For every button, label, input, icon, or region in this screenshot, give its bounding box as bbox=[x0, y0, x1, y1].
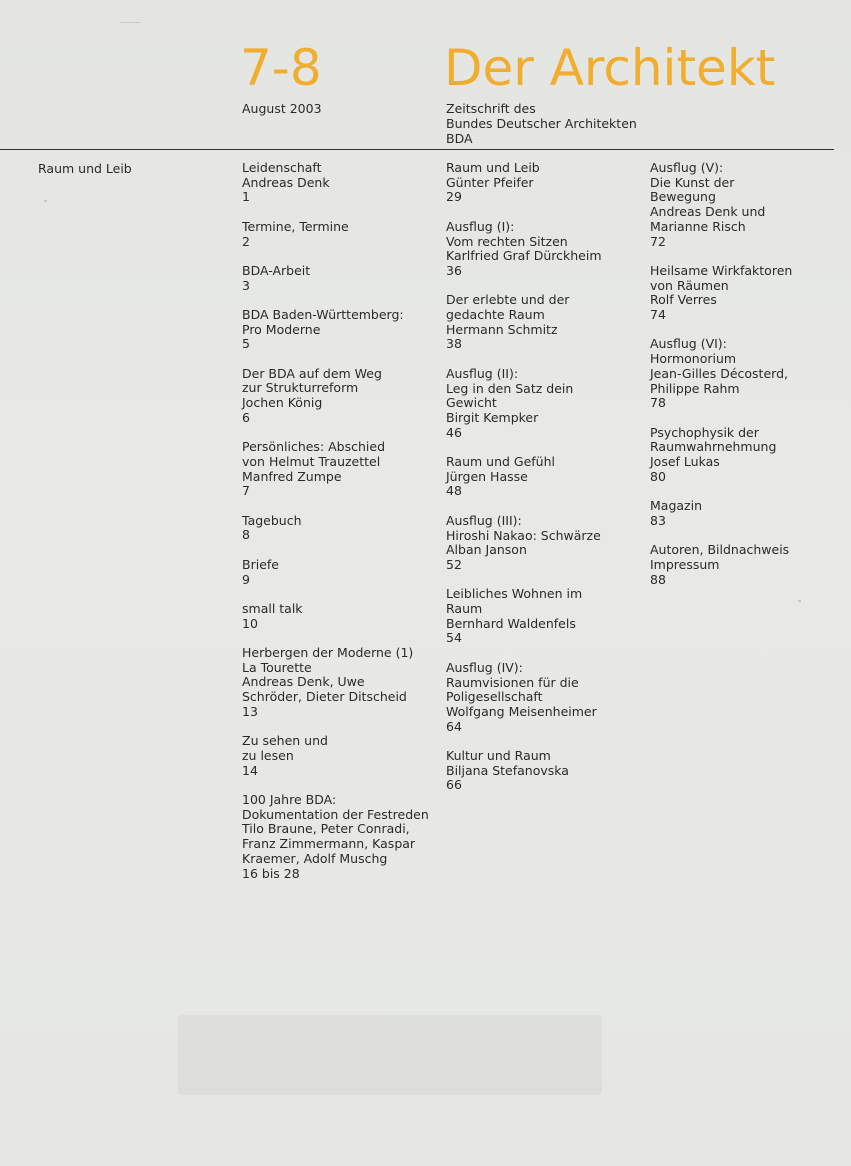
toc-page-number: 29 bbox=[446, 189, 462, 205]
toc-entry-text: Alban Janson bbox=[446, 542, 527, 558]
toc-entry-text: Raumwahrnehmung bbox=[650, 439, 777, 455]
toc-entry-text: Dokumentation der Festreden bbox=[242, 806, 429, 822]
toc-entry-text: small talk bbox=[242, 600, 303, 616]
toc-entry-text: Jürgen Hasse bbox=[446, 468, 528, 484]
toc-entry-text: Zu sehen und bbox=[242, 733, 328, 749]
toc-entry-text: Hiroshi Nakao: Schwärze bbox=[446, 527, 601, 543]
toc-entry bbox=[242, 602, 442, 631]
header-divider bbox=[0, 149, 834, 150]
toc-entry bbox=[242, 793, 442, 881]
subtitle-line: Zeitschrift des bbox=[446, 101, 536, 116]
magazine-subtitle bbox=[446, 101, 637, 146]
toc-page-number: 6 bbox=[242, 409, 250, 425]
toc-entry-text: Manfred Zumpe bbox=[242, 468, 342, 484]
toc-entry-text: Raumvisionen für die bbox=[446, 674, 579, 690]
toc-page-number: 38 bbox=[446, 336, 462, 352]
faint-background-imprint bbox=[178, 1015, 602, 1095]
paper-speck bbox=[120, 22, 140, 23]
toc-entry-text: gedachte Raum bbox=[446, 307, 545, 322]
toc-entry bbox=[446, 587, 646, 646]
toc-entry bbox=[650, 264, 850, 323]
toc-entry-text: Persönliches: Abschied bbox=[242, 439, 386, 455]
toc-entry-text: Der BDA auf dem Weg bbox=[242, 365, 382, 381]
toc-entry bbox=[242, 514, 442, 543]
toc-entry-text: Bewegung bbox=[650, 189, 716, 205]
toc-entry bbox=[446, 367, 646, 441]
toc-entry-text: Hermann Schmitz bbox=[446, 321, 558, 337]
issue-date: August 2003 bbox=[242, 101, 322, 116]
toc-entry-text: Josef Lukas bbox=[650, 454, 720, 470]
toc-page-number: 36 bbox=[446, 262, 462, 278]
toc-entry bbox=[242, 440, 442, 499]
toc-entry-text: Franz Zimmermann, Kaspar bbox=[242, 836, 416, 852]
toc-page-number: 66 bbox=[446, 777, 462, 793]
toc-entry-text: Magazin bbox=[650, 498, 702, 514]
toc-page-number: 72 bbox=[650, 233, 666, 249]
toc-entry-text: Bernhard Waldenfels bbox=[446, 615, 576, 631]
toc-entry bbox=[242, 734, 442, 778]
toc-entry-text: La Tourette bbox=[242, 659, 312, 675]
toc-entry bbox=[242, 161, 442, 205]
toc-page-number: 64 bbox=[446, 718, 462, 734]
toc-entry-text: Die Kunst der bbox=[650, 174, 735, 190]
toc-page-number: 13 bbox=[242, 703, 258, 719]
toc-entry-text: Andreas Denk bbox=[242, 174, 330, 190]
toc-entry-text: Ausflug (V): bbox=[650, 160, 724, 175]
toc-entry-text: Marianne Risch bbox=[650, 218, 746, 234]
toc-entry-text: Gewicht bbox=[446, 395, 497, 411]
toc-entry bbox=[446, 161, 646, 205]
toc-column-1 bbox=[242, 161, 442, 896]
toc-entry-text: Raum bbox=[446, 601, 483, 616]
toc-entry-text: Jochen König bbox=[242, 395, 323, 411]
toc-entry-text: Philippe Rahm bbox=[650, 380, 740, 396]
toc-entry-text: Kraemer, Adolf Muschg bbox=[242, 850, 388, 866]
toc-page-number: 3 bbox=[242, 277, 250, 293]
toc-page-number: 54 bbox=[446, 630, 462, 646]
toc-entry bbox=[446, 455, 646, 499]
toc-entry bbox=[446, 661, 646, 735]
toc-entry-text: Impressum bbox=[650, 556, 720, 572]
toc-page-number: 52 bbox=[446, 556, 462, 572]
subtitle-line: Bundes Deutscher Architekten bbox=[446, 116, 637, 131]
toc-entry-text: Leibliches Wohnen im bbox=[446, 586, 583, 602]
toc-entry-text: Schröder, Dieter Ditscheid bbox=[242, 689, 407, 705]
toc-entry-text: Ausflug (VI): bbox=[650, 336, 727, 352]
toc-entry-text: zu lesen bbox=[242, 747, 294, 763]
toc-entry-text: Andreas Denk und bbox=[650, 204, 766, 220]
toc-entry-text: BDA-Arbeit bbox=[242, 262, 311, 278]
toc-page-number: 8 bbox=[242, 527, 250, 543]
toc-entry bbox=[650, 337, 850, 411]
toc-entry-text: Poligesellschaft bbox=[446, 689, 543, 705]
toc-page-number: 78 bbox=[650, 395, 666, 411]
toc-page-number: 9 bbox=[242, 571, 250, 587]
toc-entry-text: Leidenschaft bbox=[242, 160, 322, 175]
toc-column-2 bbox=[446, 161, 646, 808]
toc-entry-text: Pro Moderne bbox=[242, 321, 321, 337]
toc-entry bbox=[650, 161, 850, 249]
magazine-title: Der Architekt bbox=[444, 39, 776, 97]
toc-entry bbox=[242, 220, 442, 249]
toc-page-number: 10 bbox=[242, 615, 258, 631]
toc-page-number: 83 bbox=[650, 512, 666, 528]
toc-entry-text: Andreas Denk, Uwe bbox=[242, 674, 365, 690]
toc-entry-text: Biljana Stefanovska bbox=[446, 762, 569, 778]
toc-entry-text: Der erlebte und der bbox=[446, 292, 570, 308]
toc-entry bbox=[650, 543, 850, 587]
toc-entry bbox=[242, 367, 442, 426]
toc-entry-text: zur Strukturreform bbox=[242, 380, 359, 396]
toc-entry-text: 100 Jahre BDA: bbox=[242, 792, 337, 808]
toc-entry-text: Tagebuch bbox=[242, 512, 302, 528]
toc-entry-text: Raum und Gefühl bbox=[446, 454, 555, 469]
toc-entry bbox=[650, 499, 850, 528]
toc-entry bbox=[446, 749, 646, 793]
toc-page-number: 2 bbox=[242, 233, 250, 249]
toc-entry bbox=[650, 426, 850, 485]
toc-entry-text: von Räumen bbox=[650, 277, 729, 293]
toc-entry-text: Leg in den Satz dein bbox=[446, 380, 574, 396]
issue-number: 7-8 bbox=[240, 39, 322, 97]
toc-entry-text: Wolfgang Meisenheimer bbox=[446, 703, 597, 719]
toc-entry bbox=[242, 308, 442, 352]
toc-entry bbox=[446, 220, 646, 279]
toc-entry bbox=[446, 514, 646, 573]
toc-entry-text: BDA Baden-Württemberg: bbox=[242, 306, 404, 322]
toc-entry-text: Herbergen der Moderne (1) bbox=[242, 645, 414, 661]
toc-column-3 bbox=[650, 161, 850, 602]
toc-entry-text: Psychophysik der bbox=[650, 424, 759, 440]
toc-entry-text: von Helmut Trauzettel bbox=[242, 453, 381, 469]
toc-entry bbox=[242, 558, 442, 587]
toc-entry-text: Autoren, Bildnachweis bbox=[650, 542, 790, 558]
toc-entry-text: Heilsame Wirkfaktoren bbox=[650, 262, 793, 278]
toc-entry bbox=[446, 293, 646, 352]
toc-entry-text: Termine, Termine bbox=[242, 218, 349, 234]
toc-entry-text: Ausflug (II): bbox=[446, 365, 519, 381]
toc-entry-text: Birgit Kempker bbox=[446, 409, 539, 425]
toc-page-number: 46 bbox=[446, 424, 462, 440]
toc-entry bbox=[242, 646, 442, 720]
toc-entry-text: Rolf Verres bbox=[650, 292, 717, 308]
toc-entry-text: Karlfried Graf Dürckheim bbox=[446, 248, 602, 264]
toc-entry-text: Günter Pfeifer bbox=[446, 174, 534, 190]
toc-entry-text: Ausflug (IV): bbox=[446, 659, 523, 675]
section-title: Raum und Leib bbox=[38, 161, 132, 176]
toc-page-number: 1 bbox=[242, 189, 250, 205]
toc-page-number: 80 bbox=[650, 468, 666, 484]
toc-entry-text: Ausflug (III): bbox=[446, 512, 522, 528]
toc-entry-text: Jean-Gilles Décosterd, bbox=[650, 365, 788, 381]
toc-entry-text: Ausflug (I): bbox=[446, 218, 515, 234]
toc-entry bbox=[242, 264, 442, 293]
toc-page-number: 14 bbox=[242, 762, 258, 778]
toc-page-number: 7 bbox=[242, 483, 250, 499]
subtitle-line: BDA bbox=[446, 131, 473, 146]
paper-speck bbox=[44, 200, 47, 202]
toc-page-number: 48 bbox=[446, 483, 462, 499]
toc-entry-text: Vom rechten Sitzen bbox=[446, 233, 568, 249]
toc-entry-text: Tilo Braune, Peter Conradi, bbox=[242, 821, 410, 837]
toc-page-number: 5 bbox=[242, 336, 250, 352]
toc-entry-text: Raum und Leib bbox=[446, 160, 540, 175]
toc-entry-text: Hormonorium bbox=[650, 351, 737, 367]
toc-page-number: 16 bis 28 bbox=[242, 865, 300, 881]
toc-page-number: 88 bbox=[650, 571, 666, 587]
toc-page-number: 74 bbox=[650, 307, 666, 323]
toc-entry-text: Kultur und Raum bbox=[446, 748, 551, 763]
toc-entry-text: Briefe bbox=[242, 556, 279, 572]
